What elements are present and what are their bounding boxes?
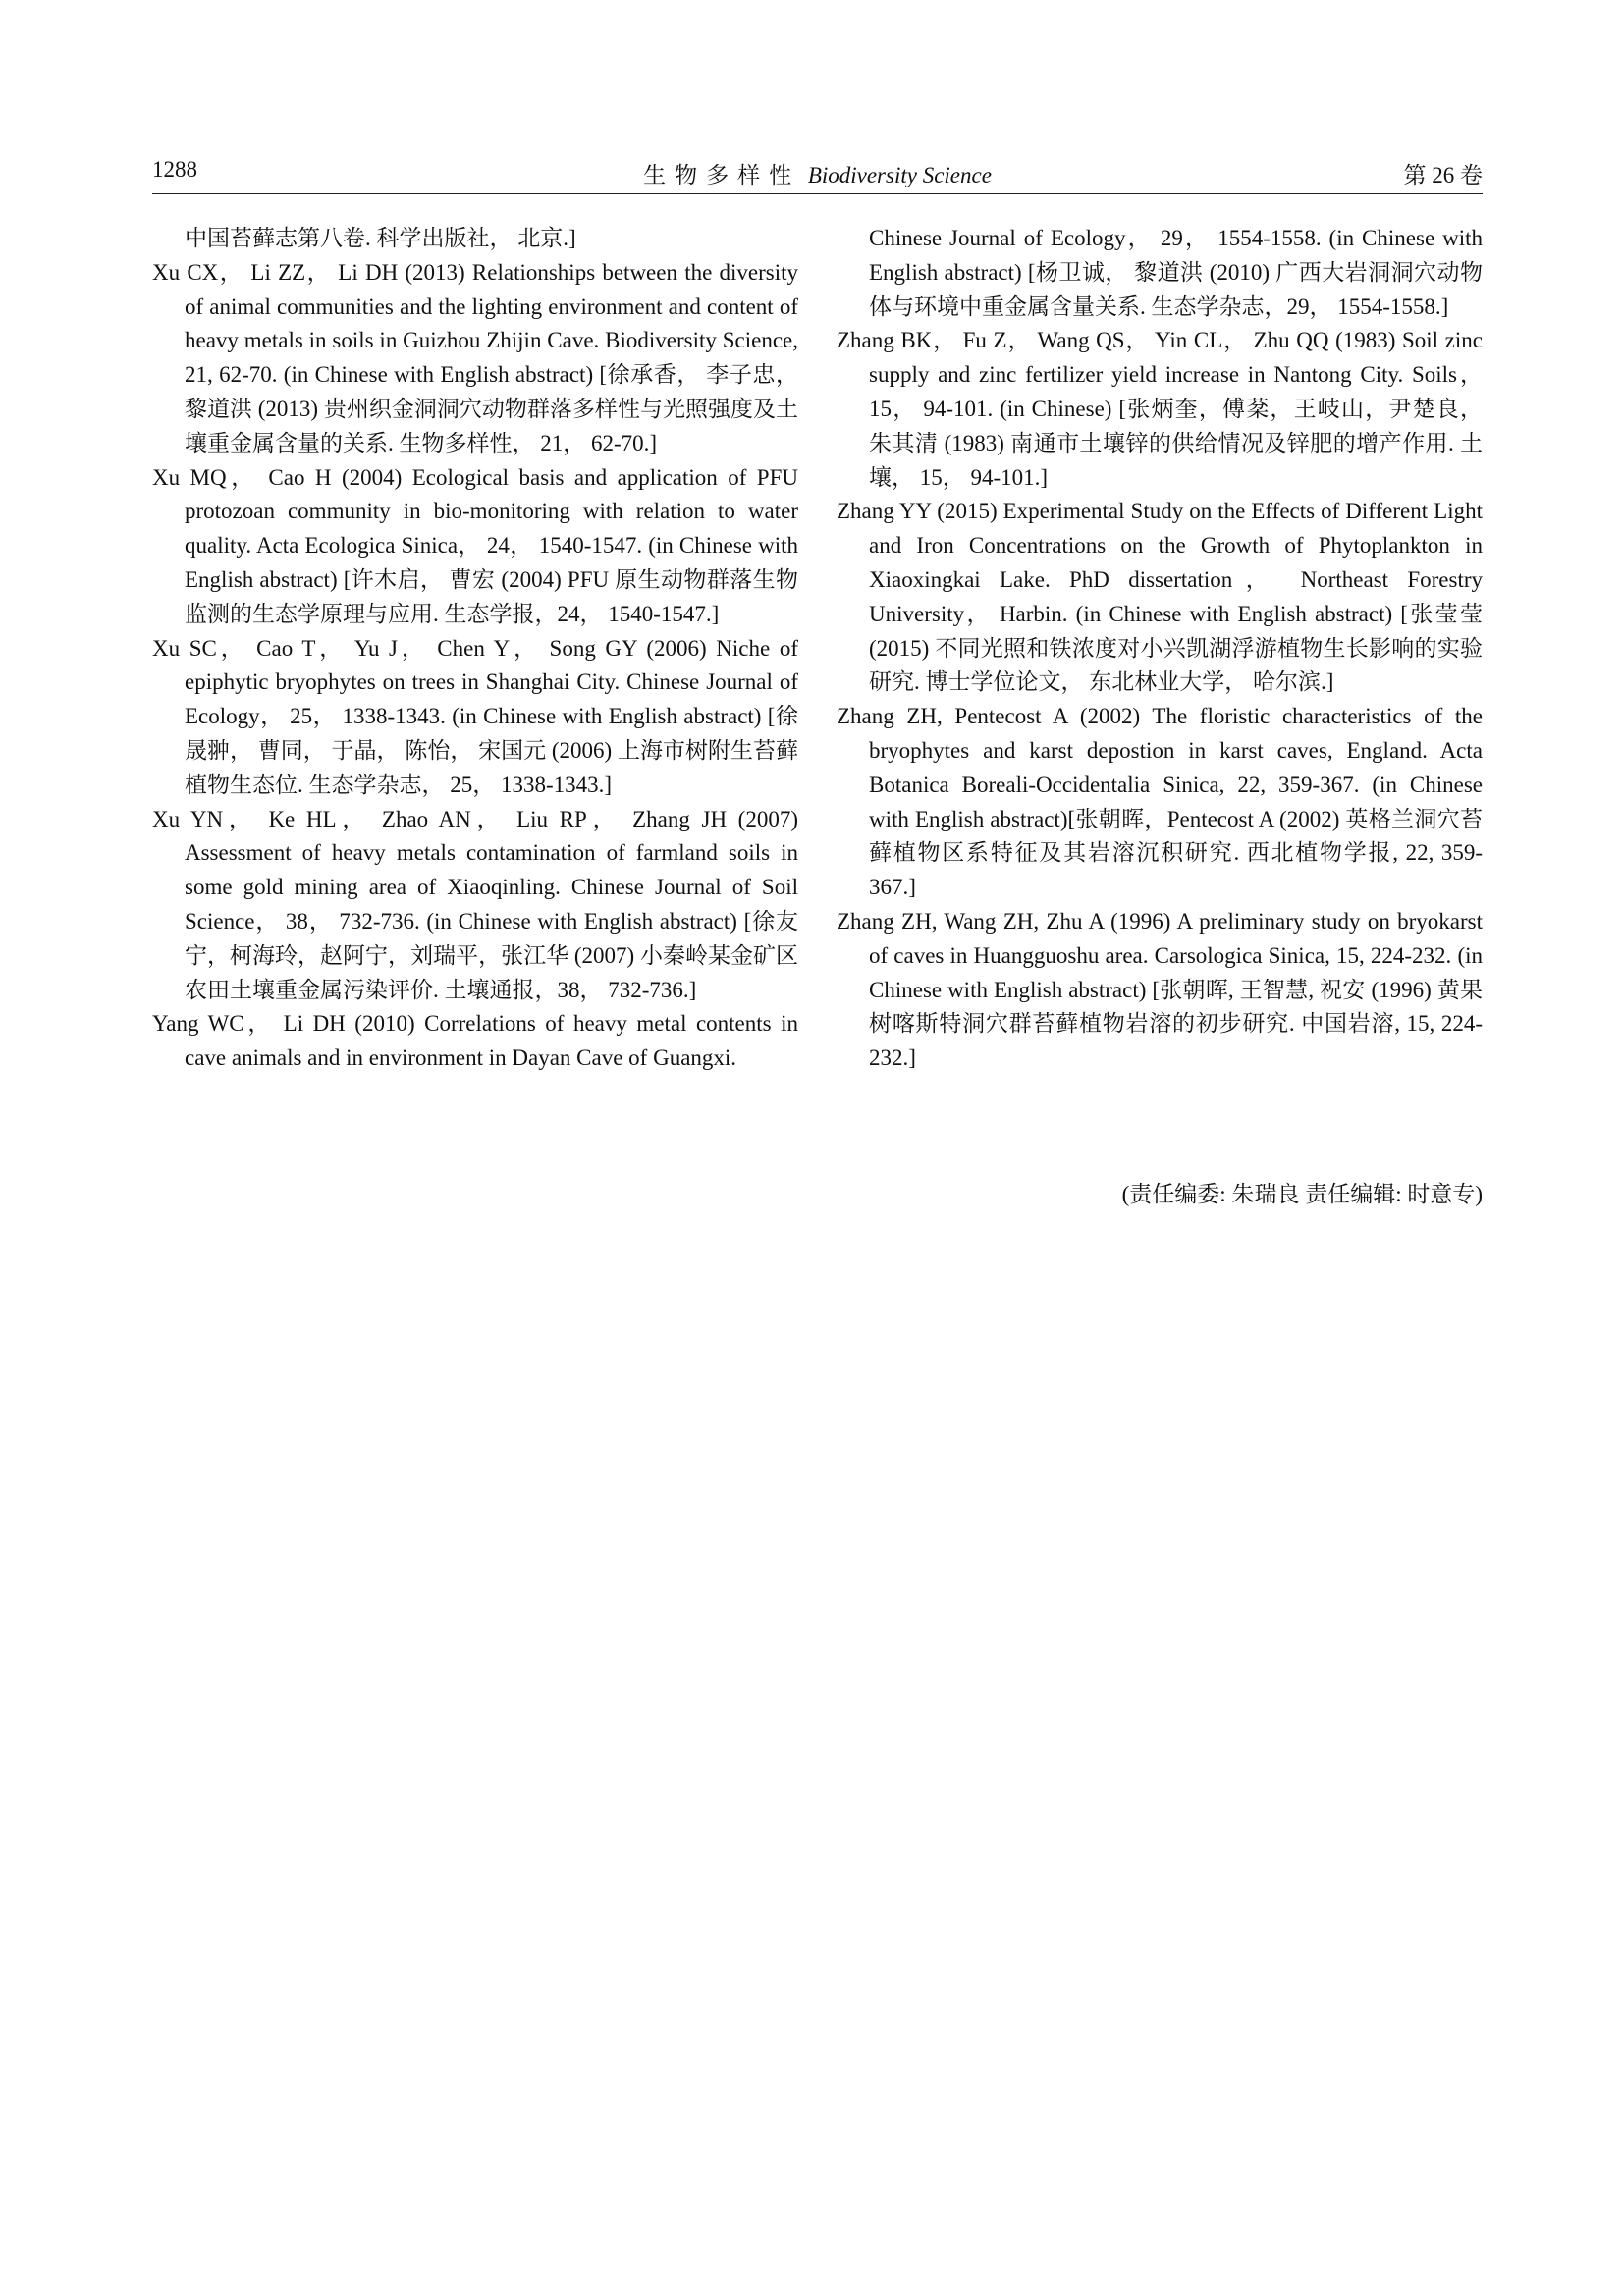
- volume-label: 第 26 卷: [1403, 163, 1483, 187]
- reference-entry: Zhang ZH, Pentecost A (2002) The floristic characteristics of the bryophytes and karst depostion in karst caves, England. Acta Botanica Boreali-Occidentalia Sinica, 22, 359-367. (in Chinese with English abstract)[张朝晖，Pentecost A (2002) 英格兰洞穴苔藓植物区系特征及其岩溶沉积研究. 西北植物学报, 22, 359-367.]: [837, 704, 1483, 900]
- reference-entry: Zhang BK， Fu Z， Wang QS， Yin CL， Zhu QQ (1983) Soil zinc supply and zinc fertilizer yield increase in Nantong City. Soils， 15， 94-101. (in Chinese) [张炳奎，傅棻，王岐山，尹楚良， 朱其清 (1983) 南通市土壤锌的供给情况及锌肥的增产作用. 土壤， 15， 94-101.]: [837, 328, 1483, 490]
- reference-entry: Xu YN， Ke HL， Zhao AN， Liu RP， Zhang JH (2007) Assessment of heavy metals contamination of farmland soils in some gold mining area of Xiaoqinling. Chinese Journal of Soil Science， 38， 732-736. (in Chinese with English abstract) [徐友宁，柯海玲，赵阿宁，刘瑞平，张江华 (2007) 小秦岭某金矿区农田土壤重金属污染评价. 土壤通报，38， 732-736.]: [152, 806, 798, 1002]
- references-right-column: [837, 222, 1483, 1076]
- reference-entry-continued: 中国苔藓志第八卷. 科学出版社， 北京.]: [185, 226, 576, 250]
- journal-title-chinese: 生物多样性: [643, 163, 801, 187]
- header-rule: [152, 193, 1483, 194]
- references-left-column: [152, 222, 798, 1076]
- reference-entry: Zhang YY (2015) Experimental Study on the Effects of Different Light and Iron Concentrations on the Growth of Phytoplankton in Xiaoxingkai Lake. PhD dissertation， Northeast Forestry University， Harbin. (in Chinese with English abstract) [张莹莹 (2015) 不同光照和铁浓度对小兴凯湖浮游植物生长影响的实验研究. 博士学位论文， 东北林业大学， 哈尔滨.]: [837, 499, 1483, 695]
- reference-entry: Yang WC， Li DH (2010) Correlations of heavy metal contents in cave animals and in environment in Dayan Cave of Guangxi.: [152, 1011, 798, 1071]
- journal-title-english: Biodiversity Science: [807, 163, 992, 187]
- reference-entry: Xu CX， Li ZZ， Li DH (2013) Relationships between the diversity of animal communities and the lighting environment and content of heavy metals in soils in Guizhou Zhijin Cave. Biodiversity Science, 21, 62-70. (in Chinese with English abstract) [徐承香， 李子忠， 黎道洪 (2013) 贵州织金洞洞穴动物群落多样性与光照强度及土壤重金属含量的关系. 生物多样性， 21， 62-70.]: [152, 259, 798, 455]
- reference-entry-continued: Chinese Journal of Ecology， 29， 1554-1558. (in Chinese with English abstract) [杨卫诚， 黎道洪 (2010) 广西大岩洞洞穴动物体与环境中重金属含量关系. 生态学杂志，29， 1554-1558.]: [869, 226, 1483, 319]
- journal-title: [152, 157, 1483, 189]
- reference-entry: Xu SC， Cao T， Yu J， Chen Y， Song GY (2006) Niche of epiphytic bryophytes on trees in Shanghai City. Chinese Journal of Ecology， 25， 1338-1343. (in Chinese with English abstract) [徐晟翀， 曹同， 于晶， 陈怡， 宋国元 (2006) 上海市树附生苔藓植物生态位. 生态学杂志， 25， 1338-1343.]: [152, 635, 798, 797]
- editor-credit: (责任编委: 朱瑞良 责任编辑: 时意专): [1121, 1182, 1483, 1206]
- reference-entry: Xu MQ， Cao H (2004) Ecological basis and application of PFU protozoan community in bio-monitoring with relation to water quality. Acta Ecologica Sinica， 24， 1540-1547. (in Chinese with English abstract) [许木启， 曹宏 (2004) PFU 原生动物群落生物监测的生态学原理与应用. 生态学报，24， 1540-1547.]: [152, 464, 798, 626]
- page-number: 1288: [152, 157, 197, 182]
- reference-entry: Zhang ZH, Wang ZH, Zhu A (1996) A preliminary study on bryokarst of caves in Huangguoshu area. Carsologica Sinica, 15, 224-232. (in Chinese with English abstract) [张朝晖, 王智慧, 祝安 (1996) 黄果树喀斯特洞穴群苔藓植物岩溶的初步研究. 中国岩溶, 15, 224-232.]: [837, 908, 1483, 1071]
